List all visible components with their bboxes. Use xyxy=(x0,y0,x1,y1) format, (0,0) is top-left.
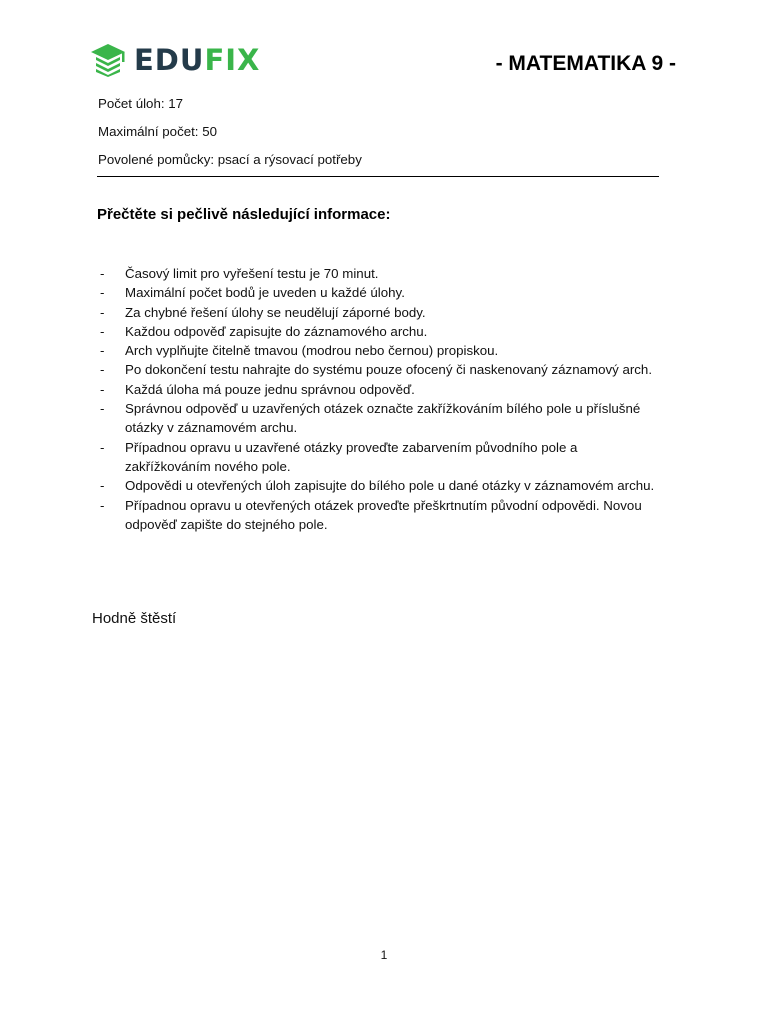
bullet-dash: - xyxy=(100,478,105,494)
list-item: - Arch vyplňujte čitelně tmavou (modrou nebo černou) propiskou. xyxy=(100,341,665,360)
list-item: - Každá úloha má pouze jednu správnou odpověď. xyxy=(100,380,665,399)
edufix-logo xyxy=(90,40,260,80)
page-number: 1 xyxy=(380,948,388,962)
bullet-dash: - xyxy=(100,362,105,378)
bullet-dash: - xyxy=(100,323,105,339)
bullet-dash: - xyxy=(100,304,105,320)
instructions-list xyxy=(100,264,665,534)
list-item: - Případnou opravu u uzavřené otázky proveďte zabarvením původního pole a zakřížkováním nového pole. xyxy=(100,439,578,474)
list-item: - Časový limit pro vyřešení testu je 70 minut. xyxy=(100,264,665,283)
allowed-tools: Povolené pomůcky: psací a rýsovací potřeby xyxy=(98,152,362,167)
instructions-heading: Přečtěte si pečlivě následující informace: xyxy=(97,206,391,223)
bullet-dash: - xyxy=(100,439,105,455)
bullet-dash: - xyxy=(100,285,105,301)
list-item: - Po dokončení testu nahrajte do systému pouze ofocený či naskenovaný záznamový arch. xyxy=(100,360,665,379)
test-info xyxy=(98,94,362,178)
bullet-dash: - xyxy=(100,343,105,359)
divider-line xyxy=(97,176,659,177)
bullet-dash: - xyxy=(100,266,105,281)
list-item: - Případnou opravu u otevřených otázek proveďte přeškrtnutím původní odpovědi. Novou odpověď zapište do stejného pole. xyxy=(100,497,642,532)
list-item: - Každou odpověď zapisujte do záznamového archu. xyxy=(100,322,665,341)
graduation-cap-icon xyxy=(90,43,126,77)
bullet-dash: - xyxy=(100,497,105,513)
list-item: - Maximální počet bodů je uveden u každé úlohy. xyxy=(100,283,665,302)
closing-text: Hodně štěstí xyxy=(92,610,177,627)
list-item: - Odpovědi u otevřených úloh zapisujte do bílého pole u dané otázky v záznamovém archu. xyxy=(100,476,665,495)
task-count: Počet úloh: 17 xyxy=(98,96,184,111)
list-item: - Za chybné řešení úlohy se neudělují záporné body. xyxy=(100,303,665,322)
document-title: - MATEMATIKA 9 - xyxy=(495,52,676,75)
bullet-dash: - xyxy=(100,401,105,417)
logo-wordmark: EDUFIX xyxy=(134,42,261,77)
bullet-dash: - xyxy=(100,381,105,397)
list-item: - Správnou odpověď u uzavřených otázek označte zakřížkováním bílého pole u příslušné otázky v záznamovém archu. xyxy=(100,401,641,436)
max-points: Maximální počet: 50 xyxy=(98,124,217,139)
